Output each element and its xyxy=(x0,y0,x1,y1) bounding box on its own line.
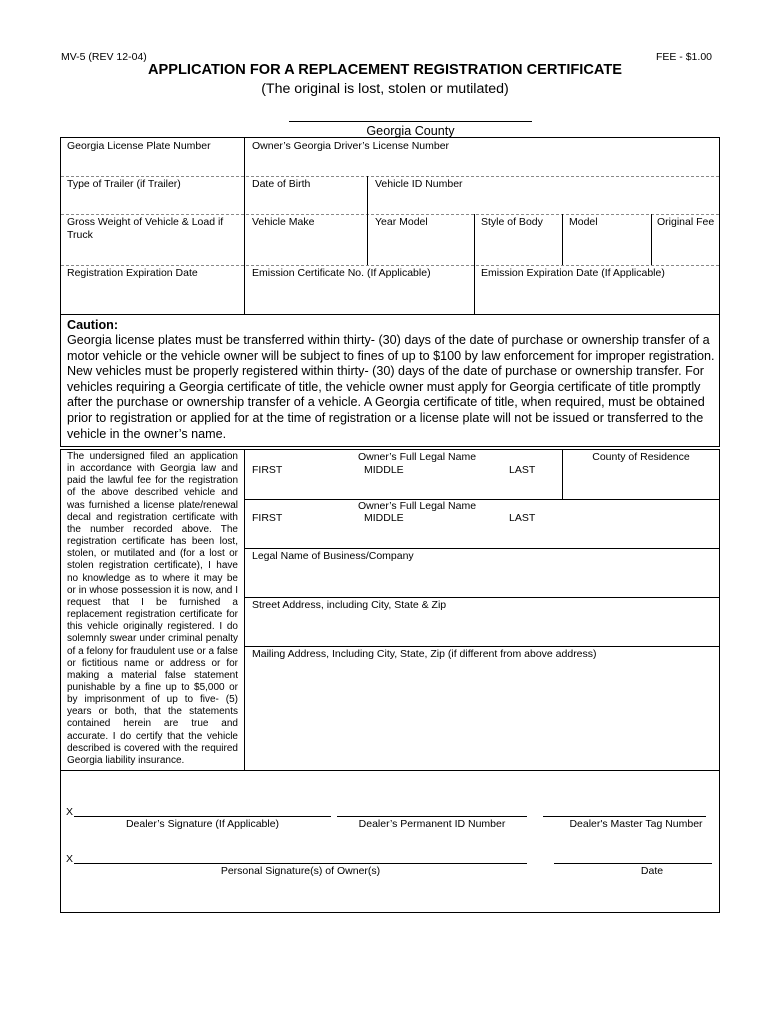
owner-signature-label: Personal Signature(s) of Owner(s) xyxy=(220,865,381,877)
street-address-field[interactable]: Street Address, including City, State & Zip xyxy=(252,599,447,611)
certification-statement: The undersigned filed an application in accordance with Georgia law and paid the lawful fee for the registration of the above described vehicle and was furnished a license plate/renewal decal and registration certificate with the number recorded above. The registration certificate has been lost, stolen, or mutilated and (for a lost or stolen registration certificate), I have no knowledge as to where it may be or in whose possession it is now, and I request that I be furnished a replacement registration certificate for this vehicle originally registered. I do solemnly swear under criminal penalty of a felony for fraudulent use or a false or fictitious name or address or for making a material false statement punishable by a fine up to $5,000 or by imprisonment of up to five- (5) years or both, that the statements contained herein are true and accurate. I do certify that the vehicle described is covered with the required Georgia liability insurance. xyxy=(67,451,238,766)
georgia-county-label: Georgia County xyxy=(366,124,455,138)
owner-license-field[interactable]: Owner’s Georgia Driver’s License Number xyxy=(252,140,450,152)
business-name-field[interactable]: Legal Name of Business/Company xyxy=(252,550,414,562)
row-divider xyxy=(244,646,719,647)
original-fee-field[interactable]: Original Fee xyxy=(657,216,715,228)
row-divider xyxy=(61,265,719,266)
dealer-tag-line[interactable] xyxy=(543,816,706,817)
col-divider xyxy=(651,214,652,265)
dealer-signature-label: Dealer’s Signature (If Applicable) xyxy=(125,818,280,830)
emission-cert-field[interactable]: Emission Certificate No. (If Applicable) xyxy=(252,267,431,279)
county-line xyxy=(289,121,532,122)
vehicle-make-field[interactable]: Vehicle Make xyxy=(252,216,315,228)
gross-weight-field-line2: Truck xyxy=(67,229,93,241)
dealer-id-line[interactable] xyxy=(337,816,527,817)
col-divider xyxy=(244,449,245,770)
row-divider xyxy=(244,548,719,549)
model-field[interactable]: Model xyxy=(569,216,598,228)
middle-name-field-2[interactable]: MIDDLE xyxy=(364,512,404,524)
dealer-id-label: Dealer’s Permanent ID Number xyxy=(358,818,506,830)
owner-name-label: Owner’s Full Legal Name xyxy=(357,451,477,463)
form-number: MV-5 (REV 12-04) xyxy=(61,51,147,63)
col-divider xyxy=(367,176,368,265)
style-of-body-field[interactable]: Style of Body xyxy=(481,216,543,228)
form-title: APPLICATION FOR A REPLACEMENT REGISTRATION CERTIFICATE xyxy=(147,62,623,78)
first-name-field[interactable]: FIRST xyxy=(252,464,283,476)
row-divider xyxy=(61,314,719,315)
middle-name-field[interactable]: MIDDLE xyxy=(364,464,404,476)
last-name-field-2[interactable]: LAST xyxy=(509,512,536,524)
first-name-field-2[interactable]: FIRST xyxy=(252,512,283,524)
caution-text: Georgia license plates must be transferred within thirty- (30) days of the date of purchase or ownership transfer of a motor vehicle or the vehicle owner will be subject to fines of up to $100 by law enforcement for improper registration. New vehicles must be properly registered within thirty- (30) days of the date of purchase or ownership transfer. For vehicles requiring a Georgia certificate of title, the vehicle owner must apply for Georgia certificate of title promptly after the purchase or ownership transfer of a vehicle. A Georgia certificate of title, when required, must be obtained prior to registration or applied for at the time of registration or a license plate will not be issued or transferred to the vehicle in the owner’s name. xyxy=(67,333,715,441)
row-divider xyxy=(61,770,719,771)
vehicle-id-field[interactable]: Vehicle ID Number xyxy=(375,178,463,190)
plate-number-field[interactable]: Georgia License Plate Number xyxy=(67,140,211,152)
last-name-field[interactable]: LAST xyxy=(509,464,536,476)
caution-heading: Caution: xyxy=(67,318,119,332)
dealer-x-mark: X xyxy=(66,806,74,818)
county-of-residence-field[interactable]: County of Residence xyxy=(592,451,690,463)
col-divider xyxy=(244,137,245,314)
dealer-tag-label: Dealer's Master Tag Number xyxy=(569,818,703,830)
row-divider xyxy=(61,176,719,177)
owner-signature-line[interactable] xyxy=(74,863,527,864)
gross-weight-field[interactable]: Gross Weight of Vehicle & Load if xyxy=(67,216,224,228)
birth-date-field[interactable]: Date of Birth xyxy=(252,178,311,190)
col-divider xyxy=(474,214,475,314)
date-line[interactable] xyxy=(554,863,712,864)
reg-expiration-field[interactable]: Registration Expiration Date xyxy=(67,267,198,279)
dealer-signature-line[interactable] xyxy=(74,816,331,817)
owner-x-mark: X xyxy=(66,853,74,865)
fee-label: FEE - $1.00 xyxy=(655,51,712,63)
trailer-type-field[interactable]: Type of Trailer (if Trailer) xyxy=(67,178,181,190)
owner-name-label-2: Owner’s Full Legal Name xyxy=(357,500,477,512)
mailing-address-field[interactable]: Mailing Address, Including City, State, Zip (if different from above address) xyxy=(252,648,597,660)
form-subtitle: (The original is lost, stolen or mutilated) xyxy=(261,81,509,97)
row-divider xyxy=(61,214,719,215)
date-label: Date xyxy=(640,865,664,877)
col-divider xyxy=(562,214,563,265)
year-model-field[interactable]: Year Model xyxy=(375,216,428,228)
emission-exp-field[interactable]: Emission Expiration Date (If Applicable) xyxy=(481,267,665,279)
row-divider xyxy=(244,597,719,598)
